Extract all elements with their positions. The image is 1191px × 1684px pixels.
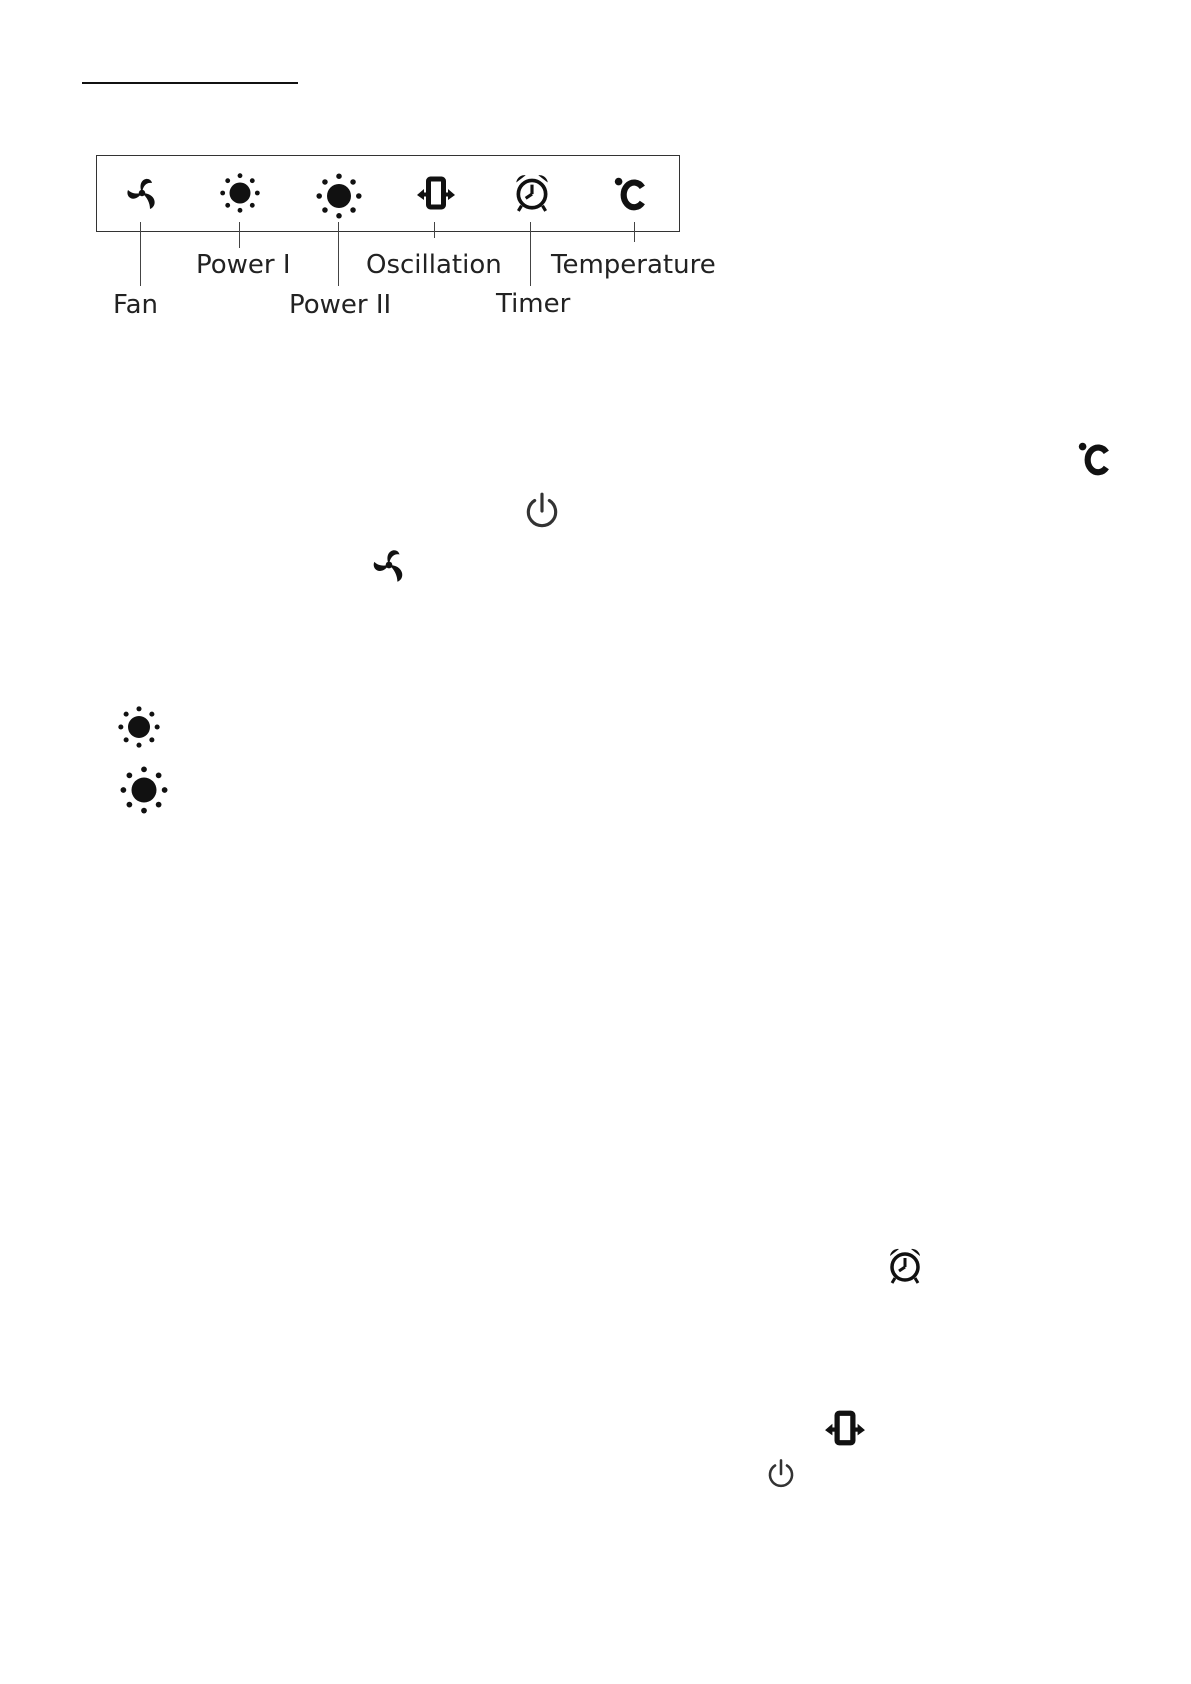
- oscillation-icon: [821, 1407, 869, 1449]
- celsius-icon: [1075, 439, 1113, 477]
- temperature-leader-line: [634, 222, 635, 242]
- timer-leader-line: [530, 222, 531, 286]
- power1-label: Power I: [196, 250, 291, 280]
- power2-label: Power II: [289, 290, 392, 320]
- sun-icon: [219, 172, 261, 214]
- power-icon: [764, 1457, 798, 1491]
- fan-icon: [122, 173, 162, 213]
- oscillation-label: Oscillation: [366, 250, 502, 280]
- fan-label: Fan: [113, 290, 158, 320]
- sun-icon: [117, 705, 161, 749]
- sun-icon: [315, 172, 363, 220]
- alarm-clock-icon: [511, 171, 553, 213]
- alarm-clock-icon: [885, 1245, 925, 1285]
- sun-icon: [119, 765, 169, 815]
- oscillation-icon: [413, 173, 459, 213]
- fan-leader-line: [140, 222, 141, 286]
- fan-icon: [368, 544, 410, 586]
- timer-label: Timer: [496, 289, 571, 319]
- power2-leader-line: [338, 222, 339, 286]
- temperature-label: Temperature: [551, 250, 716, 280]
- control-panel-diagram: [96, 155, 680, 232]
- celsius-icon: [610, 174, 650, 212]
- section-heading-underline: [82, 82, 298, 84]
- oscillation-leader-line: [434, 222, 435, 238]
- power-icon: [521, 490, 563, 532]
- power1-leader-line: [239, 222, 240, 248]
